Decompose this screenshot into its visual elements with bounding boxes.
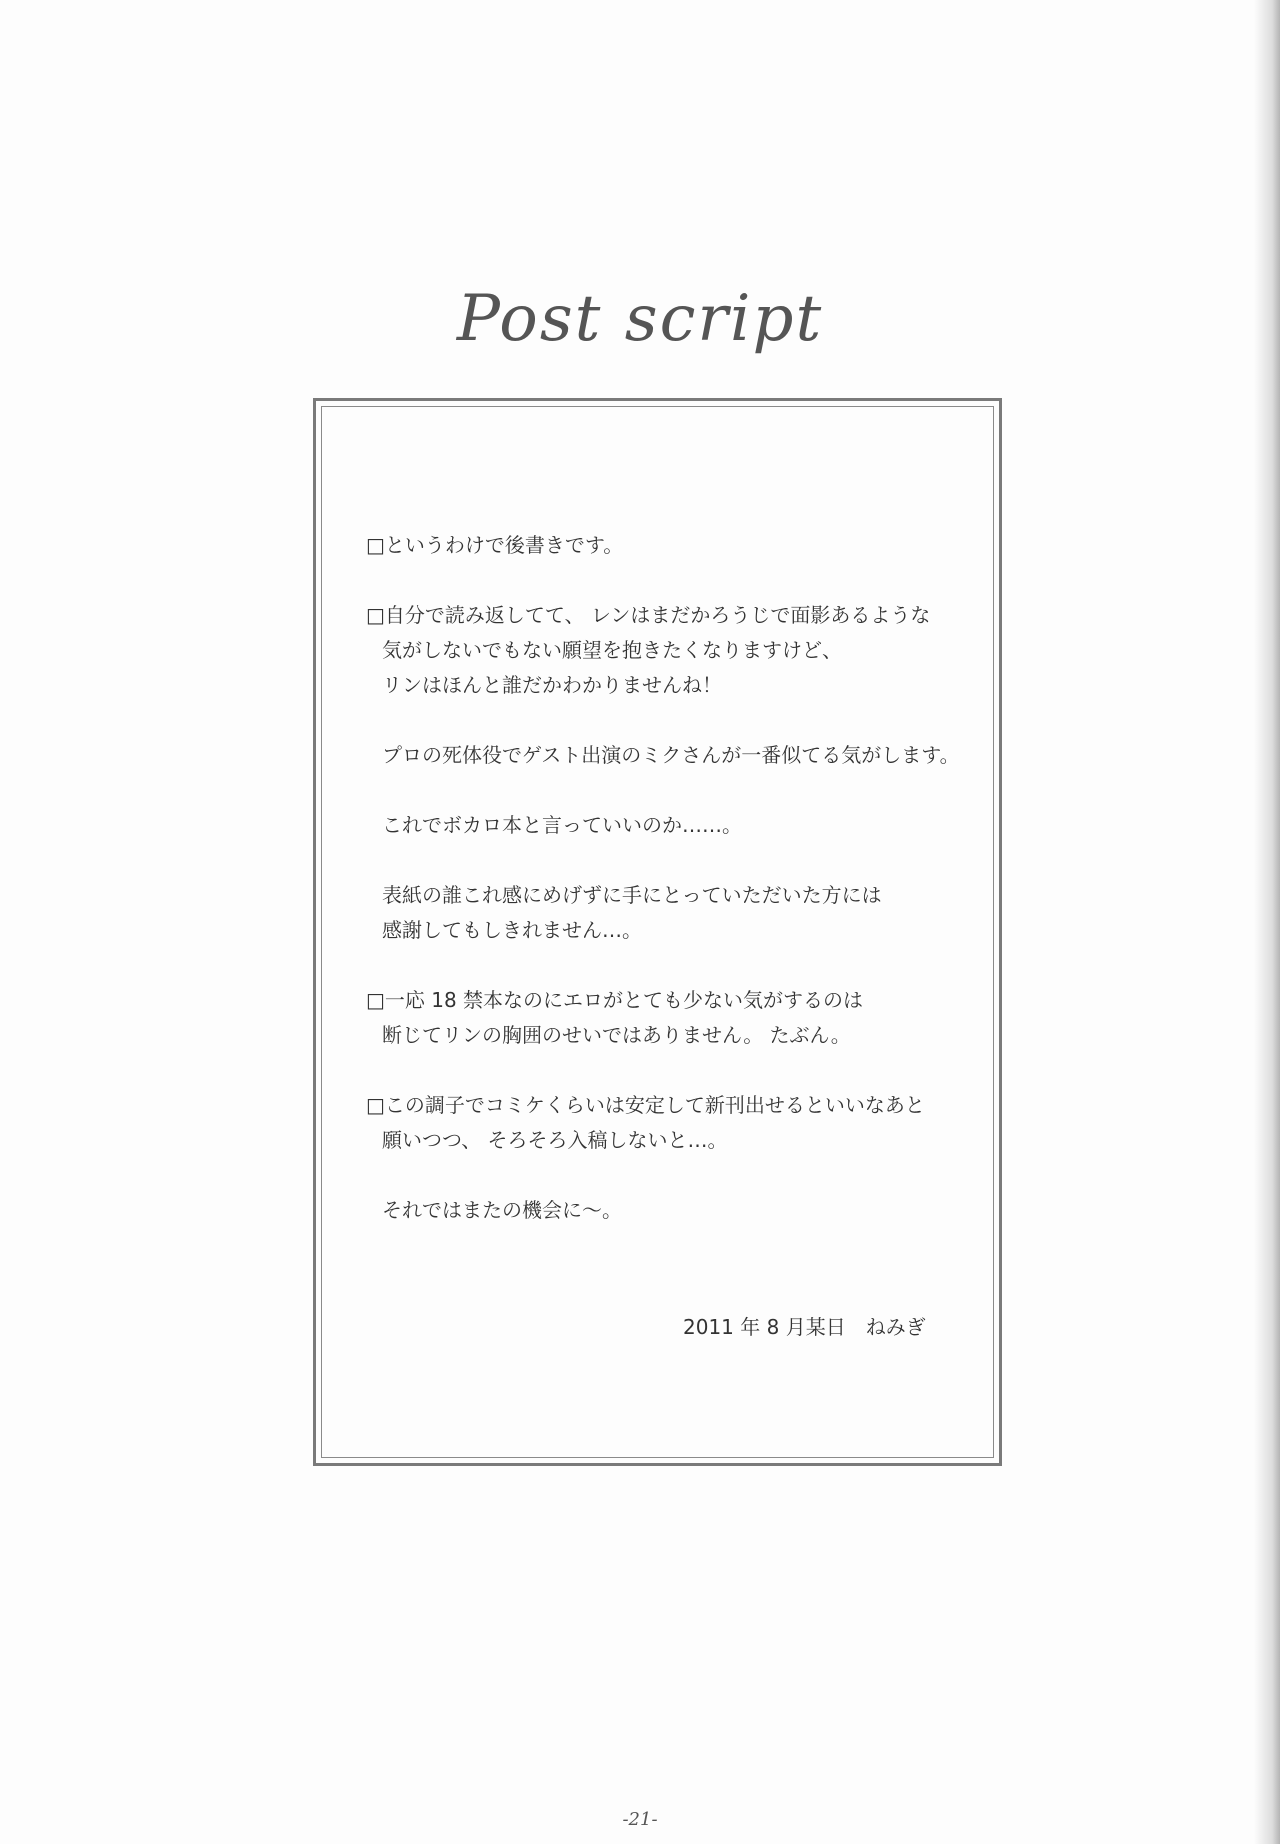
text-line: 表紙の誰これ感にめげずに手にとっていただいた方には (382, 883, 882, 907)
paragraph (366, 1193, 966, 1228)
paragraph (366, 738, 966, 773)
text-line: これでボカロ本と言っていいのか……。 (382, 813, 742, 837)
paragraph (366, 983, 966, 1053)
text-line: プロの死体役でゲスト出演のミクさんが一番似てる気がします。 (382, 743, 960, 767)
text-line: リンはほんと誰だかわかりませんね！ (382, 673, 722, 697)
text-line: それではまたの機会に～。 (382, 1198, 622, 1222)
page-edge-shadow (1254, 0, 1280, 1844)
postscript-body (366, 528, 966, 1263)
text-line: 願いつつ、 そろそろ入稿しないと…。 (382, 1128, 728, 1152)
text-line: □自分で読み返してて、 レンはまだかろうじで面影あるような (366, 603, 931, 627)
paragraph (366, 528, 966, 563)
paragraph (366, 878, 966, 948)
text-line: □一応 18 禁本なのにエロがとても少ない気がするのは (366, 988, 864, 1012)
text-line: □この調子でコミケくらいは安定して新刊出せるといいなあと (366, 1093, 925, 1117)
text-line: 感謝してもしきれません…。 (382, 918, 642, 942)
page-number: -21- (622, 1809, 658, 1830)
paragraph (366, 598, 966, 703)
paragraph (366, 808, 966, 843)
signature-date-author: 2011 年 8 月某日 ねみぎ (683, 1315, 926, 1339)
page-title: Post script (456, 282, 824, 356)
text-line: 断じてリンの胸囲のせいではありません。 たぶん。 (382, 1023, 851, 1047)
paragraph (366, 1088, 966, 1158)
text-line: 気がしないでもない願望を抱きたくなりますけど、 (382, 638, 842, 662)
text-line: □というわけで後書きです。 (366, 533, 624, 557)
